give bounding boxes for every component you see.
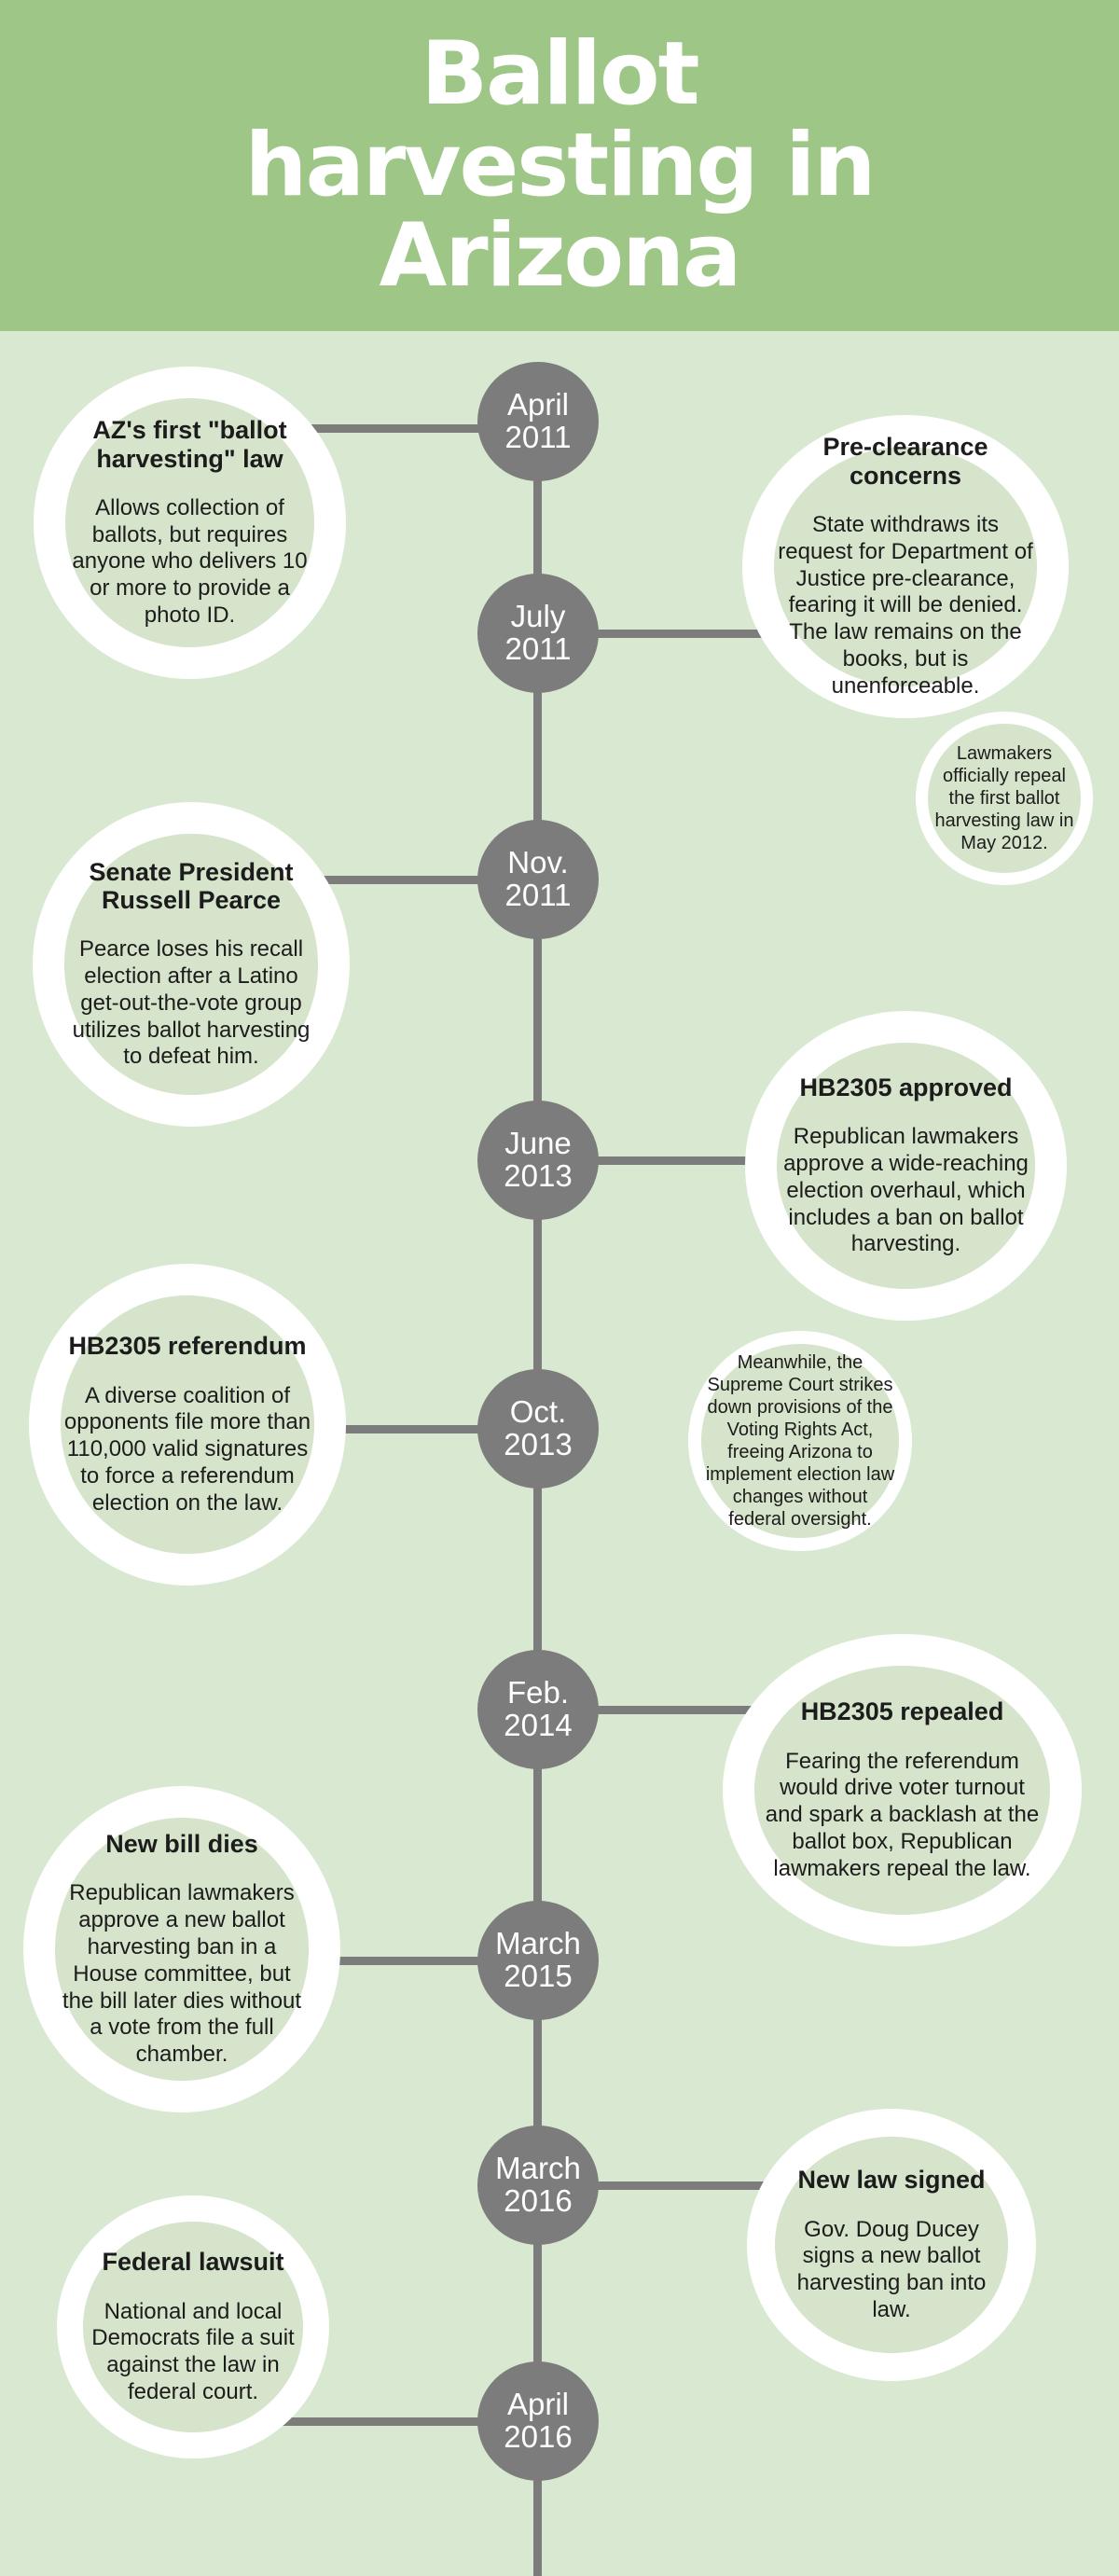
timeline-node-july-2011 (477, 574, 599, 693)
timeline-node-april-2016 (477, 2361, 599, 2481)
timeline-node-june-2013 (477, 1101, 599, 1220)
event-title: New bill dies (105, 1830, 258, 1859)
node-year: 2011 (504, 631, 572, 666)
node-month: Feb. (506, 1675, 570, 1710)
event-title: HB2305 referendum (68, 1332, 307, 1361)
node-month: April (506, 387, 570, 422)
event-body: Pearce loses his recall election after a Latino get-out-the-vote group utilizes ballot harvesting to defeat him. (72, 936, 311, 1070)
event-bubble-preclearance-concerns (742, 415, 1069, 718)
timeline-node-oct-2013 (477, 1369, 599, 1489)
timeline-node-feb-2014 (477, 1650, 599, 1769)
node-month: March (495, 1926, 581, 1961)
node-month: Nov. (507, 845, 569, 880)
event-title: HB2305 repealed (800, 1697, 1004, 1726)
event-body: National and local Democrats file a suit against the law in federal court. (91, 2298, 295, 2404)
event-bubble-new-law-signed (747, 2109, 1036, 2381)
event-body: Fearing the referendum would drive voter turnout and spark a backlash at the ballot box, Republican lawmakers repeal the law. (765, 1748, 1040, 1881)
node-year: 2016 (504, 2183, 573, 2218)
node-year: 2014 (504, 1708, 573, 1742)
event-bubble-az-first-law (34, 367, 346, 679)
event-bubble-new-bill-dies (23, 1786, 340, 2112)
event-title: Pre-clearance concerns (822, 433, 988, 490)
page-title-line-1: Ballot (421, 22, 698, 125)
timeline-node-nov-2011 (477, 820, 599, 939)
page-title-line-2: harvesting in (244, 114, 875, 216)
node-month: June (504, 1126, 572, 1161)
node-year: 2016 (504, 2419, 573, 2454)
node-year: 2013 (504, 1427, 573, 1461)
event-title: Senate President Russell Pearce (89, 857, 294, 914)
note-bubble-supreme-court (688, 1331, 912, 1551)
event-body: Republican lawmakers approve a wide-reaching election overhaul, which includes a ban on ballot harvesting. (783, 1124, 1029, 1257)
event-title: New law signed (797, 2166, 986, 2195)
event-bubble-russell-pearce (33, 802, 350, 1127)
note-bubble-may-2012-repeal (916, 712, 1093, 885)
event-bubble-hb2305-approved (745, 1011, 1067, 1321)
note-body: Lawmakers officially repeal the first ballot harvesting law in May 2012. (934, 743, 1074, 853)
event-body: Allows collection of ballots, but requires anyone who delivers 10 or more to provide a photo ID. (72, 494, 308, 628)
note-body: Meanwhile, the Supreme Court strikes down provisions of the Voting Rights Act, freeing Arizona to implement election law changes without federal oversight. (705, 1352, 895, 1530)
event-title: Federal lawsuit (102, 2248, 284, 2277)
event-bubble-federal-lawsuit (57, 2195, 329, 2458)
node-month: April (506, 2387, 570, 2422)
node-month: July (510, 599, 566, 634)
event-body: State withdraws its request for Department of Justice pre-clearance, fearing it will be denied. The law remains on the books, but is unenforceable. (778, 511, 1033, 699)
node-year: 2011 (504, 420, 572, 454)
node-year: 2011 (504, 878, 572, 912)
timeline-node-march-2015 (477, 1901, 599, 2020)
event-body: Republican lawmakers approve a new ballot harvesting ban in a House committee, but the bill later dies without a vote from the full chamber. (62, 1880, 302, 2068)
event-body: Gov. Doug Ducey signs a new ballot harvesting ban into law. (796, 2216, 987, 2322)
timeline-node-april-2011 (477, 362, 599, 481)
timeline-node-march-2016 (477, 2126, 599, 2245)
event-bubble-hb2305-referendum (29, 1264, 346, 1586)
node-year: 2015 (504, 1959, 573, 1993)
event-bubble-hb2305-repealed (723, 1634, 1082, 1946)
event-title: AZ's first "ballot harvesting" law (92, 416, 287, 473)
node-year: 2013 (504, 1158, 573, 1193)
event-body: A diverse coalition of opponents file more than 110,000 valid signatures to force a referendum election on the law. (63, 1382, 311, 1516)
page-title-line-3: Arizona (379, 205, 740, 308)
node-month: March (495, 2151, 581, 2186)
node-month: Oct. (509, 1394, 567, 1430)
event-title: HB2305 approved (799, 1073, 1013, 1101)
timeline-axis (533, 422, 542, 2576)
header-banner (0, 0, 1119, 331)
